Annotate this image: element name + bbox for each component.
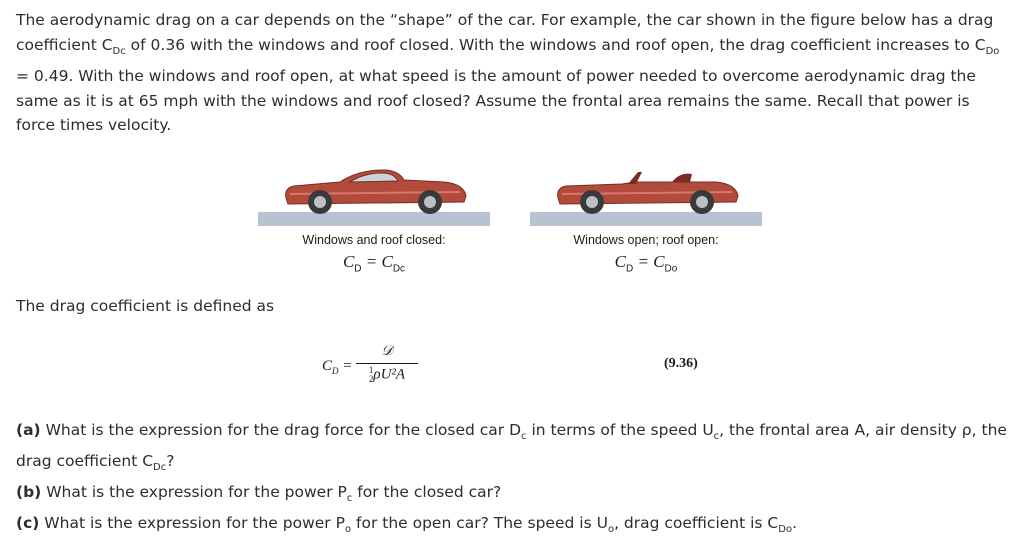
half-denominator: 2: [368, 374, 374, 384]
formula-lhs-c: C: [322, 358, 333, 374]
question-c-text: What is the expression for the power P: [44, 514, 345, 533]
closed-eq-rhs-sub: Dc: [392, 263, 406, 275]
problem-statement: [16, 8, 1012, 138]
open-eq-lhs: C: [614, 252, 626, 271]
open-eq-mid: = C: [633, 252, 665, 271]
formula-lhs: [322, 358, 352, 376]
question-c-sub: o: [344, 524, 352, 536]
question-a-tag: (a): [16, 421, 41, 439]
question-b-text: for the closed car?: [352, 483, 502, 502]
car-figure: [258, 158, 762, 278]
formula-denominator: [356, 366, 418, 384]
question-a-text: in terms of the speed U: [526, 421, 714, 439]
formula-numerator: 𝒟: [381, 344, 393, 359]
open-car-label: Windows open; roof open:: [573, 233, 719, 247]
open-car-equation: [530, 252, 762, 274]
question-b-text: What is the expression for the power P: [46, 483, 347, 502]
question-b: [16, 480, 1012, 511]
problem-text-3: = 0.49. With the windows and roof open, at what speed is the amount of power needed to overcome aerodynamic drag the same as it is at 65 mph with the windows and roof closed? Assume the frontal area remains the same. Recall that power is force times velocity.: [16, 67, 976, 135]
question-c-text: .: [792, 514, 798, 533]
question-c-sub: o: [607, 524, 615, 536]
question-list: [16, 418, 1012, 542]
open-eq-rhs-sub: Do: [664, 263, 678, 275]
question-a-sub: c: [521, 431, 527, 443]
question-c: [16, 511, 1012, 542]
fraction-bar: [356, 363, 418, 364]
half-numerator: 1: [368, 365, 374, 375]
closed-car-label: Windows and roof closed:: [302, 233, 446, 247]
question-a-text: What is the expression for the drag force for the closed car D: [45, 421, 522, 439]
question-a-sub: Dc: [153, 462, 167, 474]
formula-equals: =: [338, 358, 353, 374]
open-eq-lhs-sub: D: [626, 263, 634, 275]
closed-eq-lhs: C: [342, 252, 355, 271]
denominator-terms: ρU²A: [373, 366, 406, 383]
closed-car-equation: [258, 252, 490, 274]
closed-eq-mid: = C: [361, 252, 393, 271]
question-b-tag: (b): [16, 483, 42, 502]
question-c-sub: Do: [778, 524, 793, 536]
open-car-illustration: [552, 158, 742, 218]
question-b-sub: c: [346, 493, 353, 505]
question-a-sub: c: [713, 431, 720, 443]
definition-text: The drag coefficient is defined as: [16, 297, 275, 315]
equation-number: (9.36): [664, 356, 698, 371]
question-a-text: , the frontal area A, air density ρ, the drag coefficient C: [16, 421, 1007, 471]
closed-car-illustration: [280, 158, 470, 218]
problem-text-1: The aerodynamic drag on a car depends on the “shape” of the car. For example, the car shown in the figure below has a drag coefficient C: [16, 11, 994, 54]
formula-fraction: [356, 344, 418, 384]
question-c-text: for the open car? The speed is U: [351, 514, 608, 533]
problem-sub-dc: Dc: [112, 45, 126, 57]
problem-sub-do: Do: [985, 45, 1000, 57]
question-c-text: , drag coefficient is C: [614, 514, 779, 533]
question-a: [16, 418, 1012, 480]
closed-eq-lhs-sub: D: [354, 263, 362, 275]
formula-lhs-sub: D: [332, 366, 339, 376]
problem-text-2: of 0.36 with the windows and roof closed. With the windows and roof open, the drag coefficient increases to C: [125, 35, 986, 54]
question-a-text: ?: [166, 452, 175, 471]
question-c-tag: (c): [16, 514, 40, 533]
